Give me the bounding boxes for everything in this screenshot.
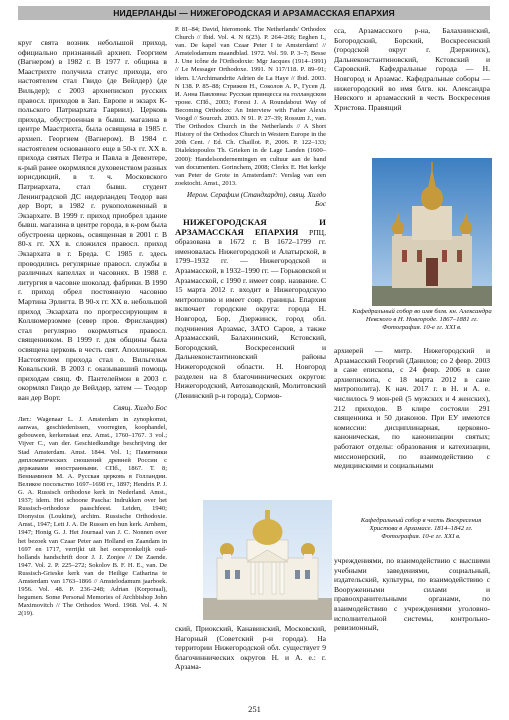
page-number: 251	[248, 704, 261, 714]
nevsky-caption: Кафедральный собор во имя блгв. кн. Александра Невского в Н. Новгороде. 1867–1881 гг. Фотография. 10-е гг. XXI в.	[352, 308, 492, 332]
col1-signature: Свящ. Хилдо Бос	[113, 402, 167, 412]
arzamas-cathedral-photo	[203, 500, 332, 620]
col1-body: круг свята возник небольшой приход, официально признанный архиеп. Георгием (Вагнером) в 1982 г. В 1977 г. община в Маастрихте получила статус прихода, его настоятелем стал Гвидо (де Вейлдер) (де Вильдер); с 2003 архиепископ русских правосл. приходов в Зап. Европе и экзарх К-польского Патриархата Гавриил). Церковь прихода, обустроенная в бывш. магазина в центре Маастрихта, была освящена в 1985 г. архиеп. Георгием (Вагнером). В 1984 г. настоятелем основанного еще в 50-х гг. XX в. прихода святых Петра и Павла в Девентере, к-рый ранее окормлялся духовенством разных юрисдикций, в т. ч. Московского Патриархата, стал бывш. студент Ленинградской ДС нидерландец Теодор ван дер Ворт, в 1982 г. рукоположенный в Экзархате. В 1999 г. приход приобрел здание бывш. магазина в центре города, в к-ром была обустроена церковь, освященная в 2001 г. В 80-х гг. XX в. сложился правосл. приход Экзархата в г. Бреда. С 1985 г. здесь проводились регулярные правосл. службы в различных капеллах и часовнях. В 1988 г. литургия в часовне шоколад. фабрики. В 1990 г. приход обрел постоянную часовню Мартина Эрлигта. В 90-х гг. XX в. небольшой приход Экзархата по прогрессирующим в Коллюмерзомме (север пров. Фрисландия) стал регулярно окормляться правосл. священником. В 1999 г. для общины была освящена церковь в честь свят. Аполлинария. Настоятелем прихода стал о. Вильгельм Ковальский. В 2003 г. оказывавший помощь приходам свящ. Ф. Пантелеймон в 2003 г. окормлял Гвидо де Вейлдер, затем — Теодор ван дер Ворт.	[18, 38, 167, 402]
column-2-bottom	[175, 624, 326, 672]
article-body: РПЦ, образована в 1672 г. В 1672–1799 гг. именовалась Нижегородской и Алатырской, в 1799–1932 гг. — Нижегородской и Арзамасской, в 1932–1990 гг. — Горьковской и Арзамасской, с 1990 г. имеет совр. название. С 15 марта 2012 г. входит в Нижегородскую митрополию и имеет совр. границы. Епархия включает городские округа: города Н. Новгород, Бор, Дзержинск, город обл. подчинения Арзамас, ЗАТО Саров, а также Арзамасский, Балахнинский, Кстовский, Богородский, Воскресенский и Дальнеконстантиновский районы Нижегородской области. Н. Новгород разделен на 8 благочиннических округов: Нижегородский, Автозаводский, Молитовский (Ленинский р-н города), Сормов-	[175, 227, 326, 400]
column-3-bottom	[334, 556, 490, 633]
col1-literature: Лит.: Wagenaar L. J. Amsterdam in zynopkomst, aanwas, geschiedenissen, voorregten, koophandel, gebouwen, kerkenstaat enz. Amst., 1760–1767. 3 vol.; Vijver C., van der. Geschiedkundige beschrijving der Stad Amsterdam. Amst. 1844. Vol. 1; Памятники дипломатических сношений древней России с державами иностранными. СПб., 1867. Т. 8; Вениаминов М. А. Русская церковь в Голландии. Великое посольство 1697–1698 гг., 1897; Hendrix P. J. G. A. Russisch orthodoxe kerk in Nederland. Amst., 1937; idem. Het schoone Pascha: Indrukken over het Russisch-orthodoxe paaschfeest. Leiden, 1940; Dionysius (Loukine), archim. Russische Orthodoxie. Amst., 1947; Lett J. A. De Russen en hun kerk. Arnhem, 1947; Honig G. J. Het Journaal van J. C. Nonnen over het bezoek van Czaar Peter aan Holland en Zaandam in 1697 en 1717, verrijkt uit het oorspronkelijk oud-hollands handschrift door J. J. Zonjee // De Zaende. 1947. Vol. 2. P. 225–272; Sokolov B. F. H. E., van. De Russisch-Grieske kerk van de Heilige Catharina te Amsterdam van 1763–1866 // Amstelodamum jaarboek. 1956. Vol. 48. P. 236–248; Adrian (Korporaal), hegumen. Some Personal Memories of Archbishop John Maximovitch // The Orthodox Word. 1968. Vol. 4. N 2(19).	[18, 416, 167, 618]
article-heading: НИЖЕГОРОДСКАЯ И АРЗАМАССКАЯ ЕПАРХИЯ	[175, 217, 326, 237]
column-3-mid	[334, 346, 490, 471]
column-2	[175, 26, 326, 400]
col3-top-text: сса, Арзамасского р-на, Балахнинский, Богородский, Борский, Воскресенский (городской округ г. Дзержинск), Дальнеконстантиновский, Кстовский и Саровский. Кафедральные города — Н. Новгород и Арзамас. Кафедральные соборы — нижегородский во имя блгв. кн. Александра Невского и арзамасский в честь Воскресения Христова. Правящий	[334, 26, 490, 112]
nevsky-cathedral-photo	[372, 158, 492, 306]
column-3	[334, 26, 490, 112]
col3-bottom-text: учреждениями, по взаимодействию с высшими учебными заведениями, социальный, издательский, культуры, по взаимодействию с Вооруженными силами и правоохранительными органами, по взаимодействию с учреждениями уголовно-исполнительной системы, контрольно-ревизионный,	[334, 556, 490, 633]
col2-bottom-text: ский, Приокский, Канавинский, Московский, Нагорный (Советский р-н города). На территории Нижегородской обл. существует 9 благочиннических округов Н. и А. е.: г. Арзама-	[175, 624, 326, 672]
running-head: НИДЕРЛАНДЫ — НИЖЕГОРОДСКАЯ И АРЗАМАССКАЯ ЕПАРХИЯ	[18, 6, 490, 20]
col3-mid-text: архиерей — митр. Нижегородский и Арзамасский Георгий (Данилов; со 2 февр. 2003 в сане епископа, с 24 февр. 2006 в сане архиепископа, с 18 марта 2012 в сане митрополита). К нач. 2017 г. в Н. и А. е. числилось 9 мон-рей (5 мужских и 4 женских), 212 приходов. В клире состояли 291 священника и 50 диаконов. При ЕУ имеются комиссии: дисциплинарная, церковно-каноническая, по канонизации святых; работают отделы: образования и катехизации, миссионерский, по взаимодействию с медицинскими и социальными	[334, 346, 490, 471]
column-1	[18, 38, 167, 619]
article-start	[175, 218, 326, 400]
col2-literature: P. 81–84; David, hieromonk. The Netherlands' Orthodox Church // Ibid. Vol. 4. N 6(23). P. 264–266; Eeghen I., van. De kapel van Czaar Peter I te Amsterdam! // Amstelodamum maandblad. 1972. Vol. 59. P. 3–7; Besse J. Une icône de l'Orthodoxie: Mgr Jacques (1914–1991) // Le Messager Orthodoxe. 1991. N 117/118. P. 89–91; idem. L'Archimandrite Adrien de La Haye // Ibid. 2003. N 138. P. 85–88; Стрижов Н., Соколов А. Р., Гусев Д. И. Анна Павловна: Русская принцесса на голландском троне. СПб., 2003; Forest J. A Roundabout Way of Becoming Orthodox: An Interview with Father Alexis Voogd // Sourozh. 2003. N 91. P. 27–39; Rossum J., van. The Orthodox Church in the Netherlands // A Short History of the Orthodox Church in Western Europe in the 20th Cent. / Ed. Ch. Chaillot. P., 2006. P. 122–133; Dialektopoulos Th. Grieken in de Lage Landen (1600–2000): Handelsondernemingen en cultuur aan de hand van documenten. Gorinchem, 2008; Clerkx E. Het kerkje van Peter de Grote in Amsterdam?: Verslag van een zoektocht. Amst., 2013.	[175, 26, 326, 187]
arzamas-caption: Кафедральный собор в честь Воскресения Христова в Арзамасе. 1814–1842 гг. Фотография. 10-е гг. XXI в.	[360, 517, 482, 541]
col2-signature: Иером. Серафим (Стандхардт), свящ. Хилдо Бос	[186, 190, 326, 209]
